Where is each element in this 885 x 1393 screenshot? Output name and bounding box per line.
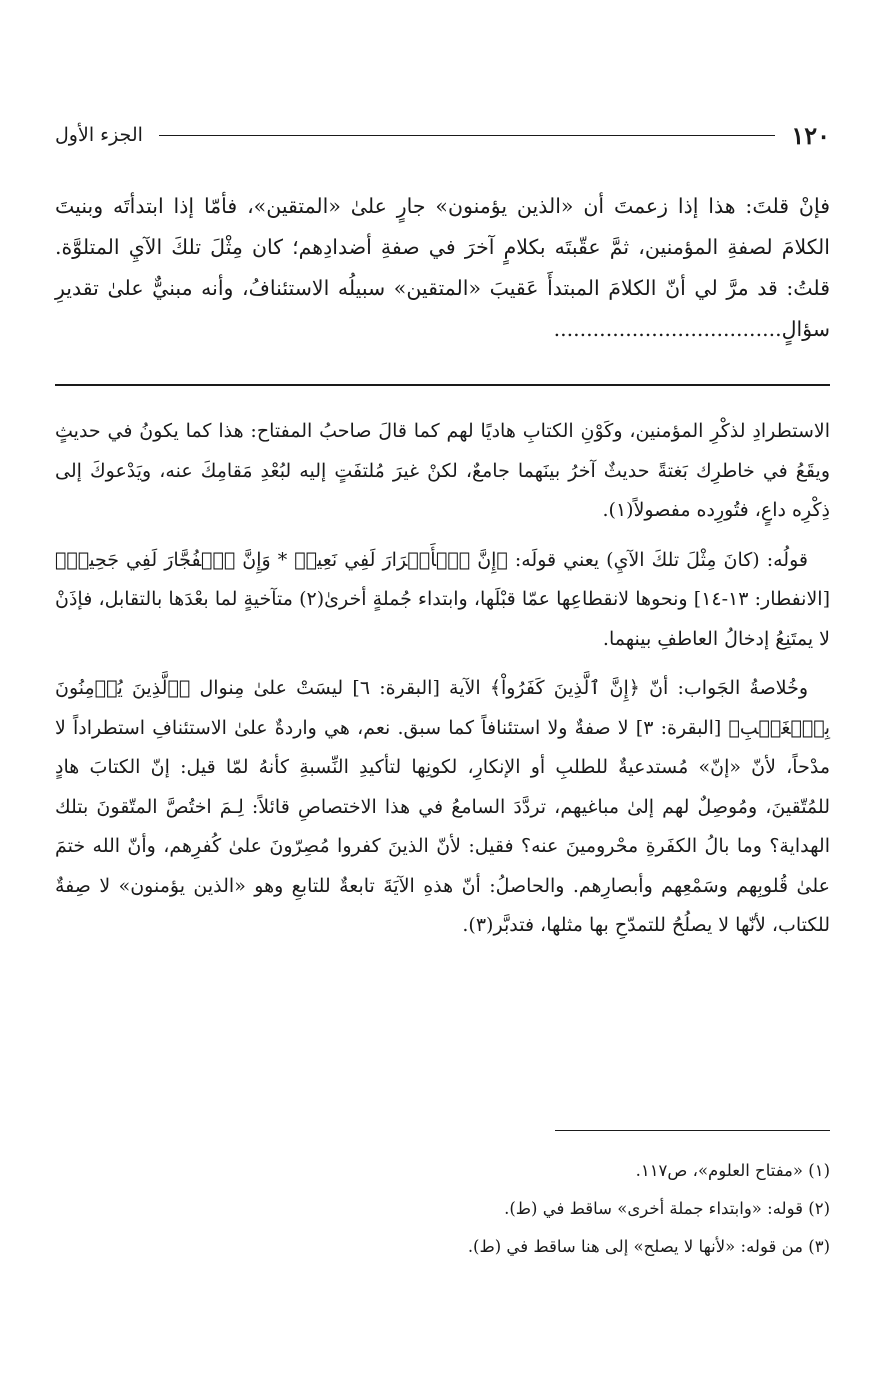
- header-rule: [159, 135, 775, 136]
- footnote-1: (١) «مفتاح العلوم»، ص١١٧.: [635, 1161, 830, 1180]
- main-text-paragraph: فإنْ قلتَ: هذا إذا زعمتَ أن «الذين يؤمنون» جارٍ علىٰ «المتقين»، فأمّا إذا ابتدأتَه وبنيتَ الكلامَ لصفةِ المؤمنين، ثمَّ عقّبتَه بكلامٍ آخرَ في صفةِ أضدادِهم؛ كان مِثْلَ تلكَ الآيِ المتلوَّة. قلتُ: قد مرَّ لي أنّ الكلامَ المبتدأَ عَقيبَ «المتقين» سبيلُه الاستئنافُ، وأنه مبنيٌّ علىٰ تقديرِ سؤالٍ...................................: [55, 194, 830, 341]
- commentary-paragraph-3: وخُلاصةُ الجَواب: أنّ ﴿إِنَّ ٱلَّذِينَ كَفَرُواْ﴾ الآية [البقرة: ٦] ليسَتْ علىٰ مِنوال ﴿ٱلَّذِينَ يُؤۡمِنُونَ بِٱلۡغَيۡبِ﴾ [البقرة: ٣] لا صفةٌ ولا استئنافاً كما سبق. نعم، هي واردةٌ علىٰ الاستئنافِ استطراداً لا مدْحاً، لأنّ «إنّ» مُستدعيةٌ للطلبِ أو الإنكارِ، لكونِها لتأكيدِ النِّسبةِ كأنهُ لمّا قيل: إنّ الكتابَ هادٍ للمُتّقينَ، ومُوصِلٌ لهم إلىٰ مباغيهم، تردَّدَ السامعُ في هذا الاختصاصِ قائلاً: لِـمَ اختُصَّ المتّقونَ بتلك الهداية؟ وما بالُ الكفَرةِ محْرومينَ عنه؟ فقيل: لأنّ الذينَ كفروا مُصِرّونَ علىٰ كُفرِهم، وأنّ الله ختمَ علىٰ قُلوبِهم وسَمْعِهم وأبصارِهم. والحاصلُ: أنّ هذهِ الآيَةَ تابعةٌ للتابعِ وهو «الذين يؤمنون» لا صِفةٌ للكتاب، لأنّها لا يصلُحُ للتمدّحِ بها مثلها، فتدبَّر(٣).: [55, 677, 830, 936]
- footnotes: [55, 1152, 830, 1266]
- commentary: [55, 412, 830, 956]
- commentary-paragraph-1: الاستطرادِ لذكْرِ المؤمنين، وكَوْنِ الكتابِ هاديًا لهم كما قالَ صاحبُ المفتاح: هذا كما يكونُ في حديثٍ ويقَعُ في خاطرِك بَغتةً حديثٌ آخرُ بينَهما جامعٌ، لكنْ غيرَ مُلتفَتٍ إليه لبُعْدِ مَقامِكَ عنه، ويَدْعوكَ إلى ذِكْرِه داعٍ، فتُورِده مفصولاً(١).: [55, 420, 830, 521]
- commentary-paragraph-2: قولُه: (كانَ مِثْلَ تلكَ الآيِ) يعني قولَه: ﴿إِنَّ ٱلۡأَبۡرَارَ لَفِي نَعِيمٖ * وَإِنَّ ٱلۡفُجَّارَ لَفِي جَحِيمٖ﴾ [الانفطار: ١٣-١٤] ونحوها لانقطاعِها عمّا قبْلَها، وابتداء جُملةٍ أخرىٰ(٢) متآخيةٍ لما بعْدَها بالتقابل، فإذَنْ لا يمتَنِعُ إدخالُ العاطفِ بينهما.: [55, 548, 830, 650]
- page-header: [55, 118, 830, 152]
- page-number: ١٢٠: [791, 120, 830, 150]
- section-divider: [55, 384, 830, 386]
- book-page: [55, 0, 830, 1393]
- footnote-rule: [555, 1130, 830, 1131]
- running-title: الجزء الأول: [55, 124, 143, 146]
- footnote-2: (٢) قوله: «وابتداء جملة أخرى» ساقط في (ط).: [504, 1199, 830, 1218]
- footnote-3: (٣) من قوله: «لأنها لا يصلح» إلى هنا ساقط في (ط).: [467, 1237, 830, 1256]
- main-text: [55, 186, 830, 350]
